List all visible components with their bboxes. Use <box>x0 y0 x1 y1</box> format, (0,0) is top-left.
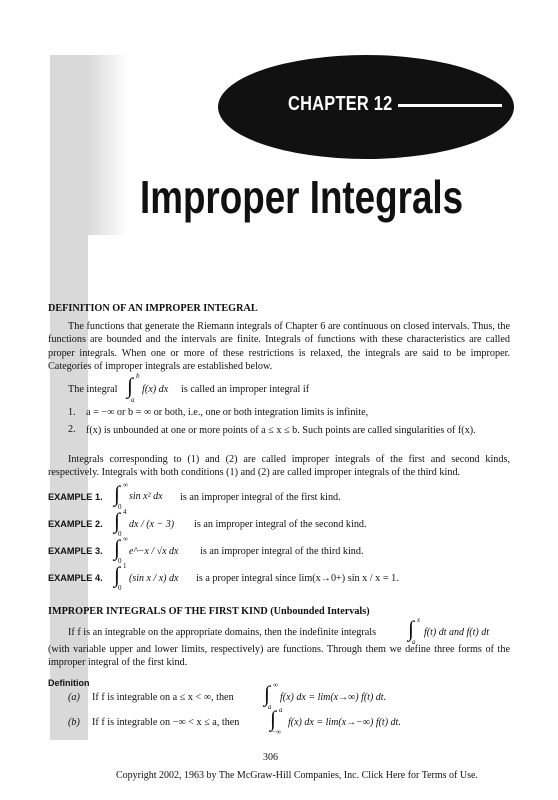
margin-band-fade <box>88 55 128 235</box>
chapter-label: CHAPTER 12 <box>288 93 393 115</box>
section-heading-first-kind: IMPROPER INTEGRALS OF THE FIRST KIND (Unbounded Intervals) <box>48 606 370 617</box>
definition-label: Definition <box>48 678 90 688</box>
definition-tag: (a) <box>68 692 80 703</box>
integral-upper-limit: x <box>417 616 421 624</box>
example-label: EXAMPLE 2. <box>48 519 103 529</box>
integral-upper-limit: ∞ <box>123 535 128 543</box>
list-item: f(x) is unbounded at one or more points of a ≤ x ≤ b. Such points are called singularities of f(x). <box>86 425 476 436</box>
integral-upper-limit: ∞ <box>123 481 128 489</box>
definition-expression: f(x) dx = lim(x→∞) f(t) dt. <box>280 692 387 703</box>
first-kind-paragraph: If f is an integrable on the appropriate domains, then the indefinite integrals <box>68 627 377 638</box>
first-kind-paragraph: (with variable upper and lower limits, respectively) are functions. Through them we define three forms of the improper integral of the first kind. <box>48 644 510 669</box>
chapter-rule-tail <box>502 104 512 107</box>
example-expression: e^−x / √x dx <box>129 546 179 557</box>
definition-tag: (b) <box>68 717 80 728</box>
example-text: is a proper integral since lim(x→0+) sin x / x = 1. <box>196 573 399 584</box>
page-number: 306 <box>263 752 278 763</box>
integral-lower-limit: 0 <box>118 557 122 565</box>
example-expression: dx / (x − 3) <box>129 519 175 530</box>
example-expression: sin x² dx <box>129 491 163 502</box>
list-item: a = −∞ or b = ∞ or both, i.e., one or both integration limits is infinite, <box>86 407 369 418</box>
example-label: EXAMPLE 1. <box>48 492 103 502</box>
integral-upper-limit: ∞ <box>273 681 278 689</box>
integral-sign: ∫ <box>114 508 121 533</box>
integral-upper-limit: 4 <box>123 508 127 516</box>
page-title: Improper Integrals <box>140 171 464 223</box>
integral-upper-limit: 1 <box>123 562 127 570</box>
integral-sign: ∫ <box>127 373 134 398</box>
integral-expression: f(x) dx <box>142 384 169 395</box>
example-text: is an improper integral of the second kind. <box>194 519 367 530</box>
kinds-paragraph: Integrals corresponding to (1) and (2) are called improper integrals of the first and second kinds, respectively. Integrals with both conditions (1) and (2) are called improper integrals of the third kind. <box>48 454 510 479</box>
copyright-notice[interactable]: Copyright 2002, 1963 by The McGraw-Hill Companies, Inc. Click Here for Terms of Use. <box>116 770 478 781</box>
integral-lower-limit: 0 <box>118 503 122 511</box>
list-item-number: 2. <box>68 424 76 435</box>
example-label: EXAMPLE 3. <box>48 546 103 556</box>
intro-paragraph: The functions that generate the Riemann integrals of Chapter 6 are continuous on closed intervals. Thus, the functions are bounded and the intervals are finite. Integrals of functions with these characteristics are called proper integrals. When one or more of these restrictions is relaxed, the integrals are said to be improper. Categories of improper integrals are established below. <box>48 321 510 373</box>
example-text: is an improper integral of the first kind. <box>180 492 341 503</box>
first-kind-expression: f(t) dt and f(t) dt <box>424 627 489 638</box>
integral-lower-limit: 0 <box>118 530 122 538</box>
integral-sign: ∫ <box>114 535 121 560</box>
section-heading-definition: DEFINITION OF AN IMPROPER INTEGRAL <box>48 303 258 314</box>
definition-text: If f is integrable on a ≤ x < ∞, then <box>92 692 234 703</box>
integral-lower-limit: a <box>268 703 272 711</box>
integral-sign: ∫ <box>408 616 415 641</box>
example-expression: (sin x / x) dx <box>129 573 179 584</box>
integral-sign: ∫ <box>264 681 271 706</box>
chapter-rule <box>398 104 502 107</box>
example-text: is an improper integral of the third kind. <box>200 546 364 557</box>
integral-lower-limit: a <box>412 638 416 646</box>
integral-sign: ∫ <box>114 562 121 587</box>
integral-lower-limit: 0 <box>118 584 122 592</box>
integral-intro: The integral <box>68 384 118 395</box>
integral-upper-limit: b <box>136 372 140 380</box>
list-item-number: 1. <box>68 407 76 418</box>
integral-lower-limit: −∞ <box>272 728 281 736</box>
example-label: EXAMPLE 4. <box>48 573 103 583</box>
integral-sign: ∫ <box>114 481 121 506</box>
definition-expression: f(x) dx = lim(x→−∞) f(t) dt. <box>288 717 401 728</box>
integral-tail: is called an improper integral if <box>181 384 310 395</box>
definition-text: If f is integrable on −∞ < x ≤ a, then <box>92 717 240 728</box>
integral-sign: ∫ <box>270 706 277 731</box>
integral-upper-limit: a <box>279 706 283 714</box>
integral-lower-limit: a <box>131 396 135 404</box>
